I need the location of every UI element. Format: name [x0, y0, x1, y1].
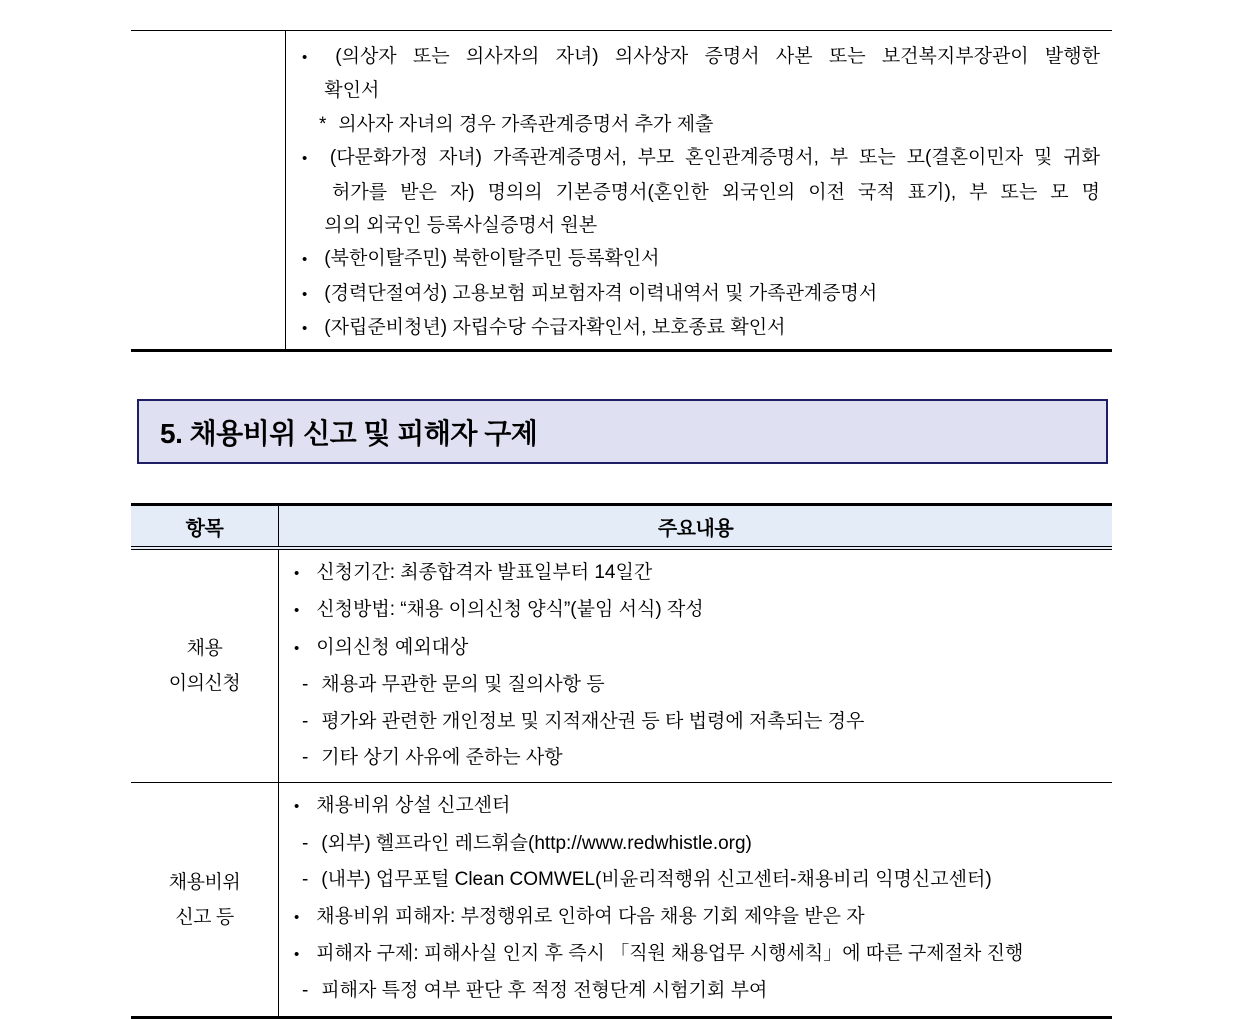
- line-text: 피해자 구제: 피해사실 인지 후 즉시 「직원 채용업무 시행세칙」에 따른 구제절차 진행: [316, 943, 1024, 965]
- line-text: 신청기간: 최종합격자 발표일부터 14일간: [316, 562, 653, 583]
- bullet-marker: •: [302, 150, 308, 168]
- dash-marker: -: [302, 710, 309, 732]
- table-body: [131, 550, 1112, 1019]
- bullet-marker: •: [302, 49, 308, 66]
- content-line: [302, 209, 1100, 242]
- top-table-content-cell: [286, 31, 1112, 349]
- row-item-cell: [131, 550, 279, 782]
- row-item-label: 채용: [186, 638, 223, 660]
- content-line: [294, 630, 1100, 667]
- line-text: (북한이탈주민) 북한이탈주민 등록확인서: [324, 248, 660, 270]
- row-item-label: 채용비위: [168, 871, 241, 893]
- header-cell-item: 항목: [131, 506, 279, 546]
- line-text: (외부) 헬프라인 레드휘슬(http://www.redwhistle.org): [321, 832, 752, 854]
- line-text: 채용비위 피해자: 부정행위로 인하여 다음 채용 기회 제약을 받은 자: [316, 905, 865, 927]
- bullet-marker: •: [294, 602, 300, 620]
- line-text: 채용비위 상설 신고센터: [316, 795, 511, 817]
- table-header-row: [131, 503, 1112, 550]
- top-table-fragment: [131, 30, 1112, 352]
- line-text: (경력단절여성) 고용보험 피보험자격 이력내역서 및 가족관계증명서: [324, 282, 878, 304]
- row-item-label: 이의신청: [168, 673, 241, 695]
- dash-marker: -: [302, 747, 309, 769]
- content-line: [294, 899, 1100, 936]
- line-text: 확인서: [324, 80, 380, 102]
- row-content-cell: [279, 783, 1112, 1015]
- line-text: 이의신청 예외대상: [316, 636, 469, 658]
- line-text: 평가와 관련한 개인정보 및 지적재산권 등 타 법령에 저촉되는 경우: [321, 710, 865, 732]
- content-line: [302, 311, 1100, 345]
- content-line: [302, 108, 1100, 141]
- line-text: 의의 외국인 등록사실증명서 원본: [324, 215, 598, 237]
- bullet-marker: •: [302, 320, 308, 338]
- content-line: [302, 40, 1100, 74]
- line-text: 피해자 특정 여부 판단 후 적정 전형단계 시험기회 부여: [321, 980, 768, 1002]
- row-item-cell: [131, 783, 279, 1015]
- content-line: [294, 667, 1100, 703]
- content-line: [294, 704, 1100, 740]
- content-line: [294, 740, 1100, 776]
- line-text: (다문화가정 자녀) 가족관계증명서, 부모 혼인관계증명서, 부 또는 모(결혼이민자 및 귀화: [329, 147, 1100, 169]
- line-text: 의사자 자녀의 경우 가족관계증명서 추가 제출: [338, 113, 714, 135]
- dash-marker: -: [302, 869, 309, 891]
- content-line: [302, 277, 1100, 311]
- bullet-marker: •: [302, 251, 308, 269]
- line-text: (내부) 업무포털 Clean COMWEL(비윤리적행위 신고센터-채용비리 익명신고센터): [321, 869, 992, 891]
- table-row: [131, 550, 1112, 783]
- bullet-marker: •: [302, 285, 308, 303]
- dash-marker: -: [302, 980, 309, 1002]
- bullet-marker: •: [294, 946, 300, 964]
- content-line: [302, 176, 1100, 209]
- header-cell-content: 주요내용: [657, 517, 734, 540]
- table-row: [131, 783, 1112, 1018]
- line-text: (자립준비청년) 자립수당 수급자확인서, 보호종료 확인서: [324, 317, 786, 339]
- content-line: [294, 592, 1100, 629]
- content-line: [302, 74, 1100, 107]
- row-item-label: 신고 등: [175, 906, 234, 928]
- content-line: [294, 555, 1100, 592]
- content-line: [294, 862, 1100, 898]
- line-text: 채용과 무관한 문의 및 질의사항 등: [321, 674, 605, 696]
- line-text: 허가를 받은 자) 명의의 기본증명서(혼인한 외국인의 이전 국적 표기), 부 또는 모 명: [332, 181, 1100, 203]
- dash-marker: -: [302, 674, 309, 696]
- star-marker: *: [319, 113, 327, 135]
- row-content-cell: [279, 550, 1112, 782]
- section-5-title: 5. 채용비위 신고 및 피해자 구제: [160, 417, 538, 449]
- content-line: [294, 826, 1100, 862]
- dash-marker: -: [302, 832, 309, 854]
- top-table-item-cell: [131, 31, 286, 349]
- section-5-banner: [137, 399, 1108, 464]
- report-info-table: [131, 503, 1112, 1019]
- content-line: [302, 242, 1100, 276]
- bullet-marker: •: [294, 798, 300, 816]
- line-text: (의상자 또는 의사자의 자녀) 의사상자 증명서 사본 또는 보건복지부장관이 발행한: [335, 46, 1100, 67]
- content-line: [294, 936, 1100, 973]
- content-line: [294, 973, 1100, 1009]
- bullet-marker: •: [294, 565, 300, 582]
- bullet-marker: •: [294, 639, 300, 657]
- content-line: [302, 141, 1100, 175]
- line-text: 신청방법: “채용 이의신청 양식”(붙임 서식) 작성: [316, 599, 704, 621]
- line-text: 기타 상기 사유에 준하는 사항: [321, 747, 563, 769]
- bullet-marker: •: [294, 908, 300, 926]
- content-line: [294, 788, 1100, 825]
